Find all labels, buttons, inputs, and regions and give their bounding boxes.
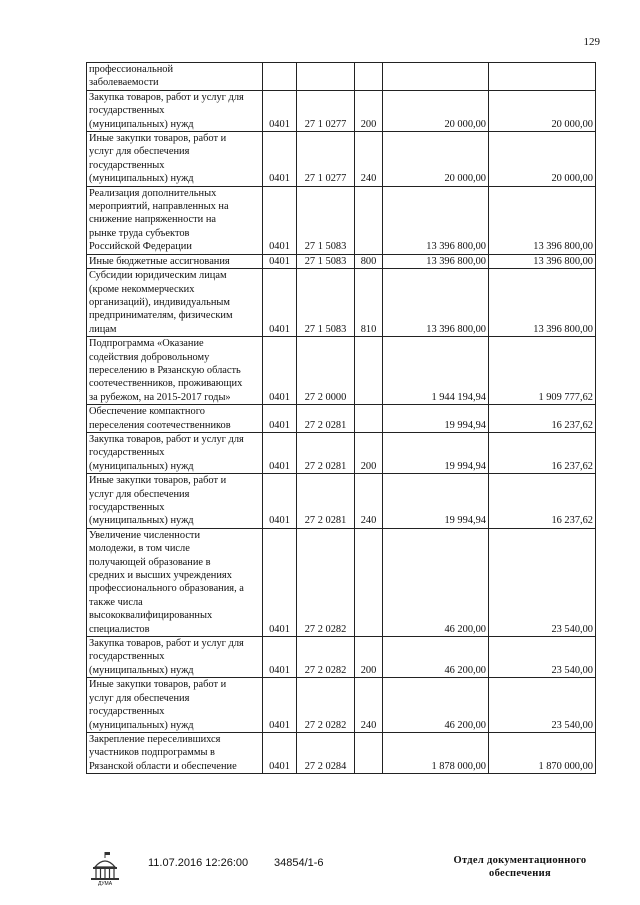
row-amount-1: 13 396 800,00 (383, 186, 489, 254)
row-target-code: 27 1 0277 (297, 90, 355, 131)
row-expense-kind (355, 405, 383, 433)
row-amount-1: 19 994,94 (383, 432, 489, 473)
row-expense-kind: 200 (355, 90, 383, 131)
row-section-code: 0401 (263, 474, 297, 529)
row-section-code: 0401 (263, 337, 297, 405)
row-section-code: 0401 (263, 637, 297, 678)
row-section-code: 0401 (263, 732, 297, 773)
table-row (87, 186, 596, 254)
table-row (87, 474, 596, 529)
table-row (87, 732, 596, 773)
row-target-code (297, 63, 355, 91)
row-amount-1: 13 396 800,00 (383, 269, 489, 337)
row-name: Закупка товаров, работ и услуг для государственных (муниципальных) нужд (87, 90, 263, 131)
logo-caption: ДУМА (97, 881, 113, 887)
row-expense-kind: 200 (355, 432, 383, 473)
stamp-document-code: 34854/1-6 (274, 857, 324, 869)
table-row (87, 528, 596, 636)
row-amount-2: 16 237,62 (489, 474, 596, 529)
row-target-code: 27 1 0277 (297, 132, 355, 187)
row-amount-2 (489, 63, 596, 91)
row-amount-2: 16 237,62 (489, 405, 596, 433)
row-amount-1: 1 944 194,94 (383, 337, 489, 405)
row-amount-2: 23 540,00 (489, 678, 596, 733)
row-amount-2: 23 540,00 (489, 528, 596, 636)
row-section-code: 0401 (263, 432, 297, 473)
row-name: Увеличение численности молодежи, в том числе получающей образование в средних и высших учреждениях профессионального образования, а также числа высококвалифицированных специалистов (87, 528, 263, 636)
row-expense-kind: 810 (355, 269, 383, 337)
row-amount-2: 16 237,62 (489, 432, 596, 473)
table-row (87, 337, 596, 405)
row-amount-1: 13 396 800,00 (383, 254, 489, 268)
row-name: Закрепление переселившихся участников подпрограммы в Рязанской области и обеспечение (87, 732, 263, 773)
table-row (87, 254, 596, 268)
row-expense-kind (355, 63, 383, 91)
row-target-code: 27 2 0281 (297, 432, 355, 473)
row-expense-kind (355, 528, 383, 636)
row-amount-2: 20 000,00 (489, 132, 596, 187)
table-row (87, 90, 596, 131)
row-amount-2: 1 870 000,00 (489, 732, 596, 773)
row-section-code: 0401 (263, 678, 297, 733)
department-stamp: Отдел документационного обеспечения (453, 855, 587, 879)
row-amount-1: 46 200,00 (383, 528, 489, 636)
row-name: Субсидии юридическим лицам (кроме некоммерческих организаций), индивидуальным предпринимателям, физическим лицам (87, 269, 263, 337)
row-section-code: 0401 (263, 528, 297, 636)
row-amount-2: 23 540,00 (489, 637, 596, 678)
table-row (87, 132, 596, 187)
row-expense-kind: 240 (355, 678, 383, 733)
table-row (87, 269, 596, 337)
row-name: Закупка товаров, работ и услуг для государственных (муниципальных) нужд (87, 432, 263, 473)
row-section-code: 0401 (263, 90, 297, 131)
row-target-code: 27 2 0284 (297, 732, 355, 773)
row-target-code: 27 2 0000 (297, 337, 355, 405)
row-amount-1: 20 000,00 (383, 90, 489, 131)
row-amount-1: 46 200,00 (383, 637, 489, 678)
table-row (87, 637, 596, 678)
row-section-code (263, 63, 297, 91)
row-target-code: 27 1 5083 (297, 254, 355, 268)
row-expense-kind (355, 186, 383, 254)
row-expense-kind: 240 (355, 474, 383, 529)
row-name: профессиональной заболеваемости (87, 63, 263, 91)
row-section-code: 0401 (263, 254, 297, 268)
table-row (87, 405, 596, 433)
budget-table (86, 62, 596, 774)
row-target-code: 27 1 5083 (297, 186, 355, 254)
row-amount-2: 1 909 777,62 (489, 337, 596, 405)
row-amount-1 (383, 63, 489, 91)
row-expense-kind (355, 337, 383, 405)
stamp-date: 11.07.2016 12:26:00 (148, 857, 249, 869)
row-amount-1: 1 878 000,00 (383, 732, 489, 773)
row-name: Иные закупки товаров, работ и услуг для обеспечения государственных (муниципальных) нужд (87, 474, 263, 529)
page-number: 129 (583, 36, 600, 48)
row-name: Иные закупки товаров, работ и услуг для обеспечения государственных (муниципальных) нужд (87, 132, 263, 187)
row-target-code: 27 2 0282 (297, 678, 355, 733)
row-target-code: 27 2 0282 (297, 637, 355, 678)
row-section-code: 0401 (263, 269, 297, 337)
row-name: Закупка товаров, работ и услуг для государственных (муниципальных) нужд (87, 637, 263, 678)
row-amount-1: 19 994,94 (383, 405, 489, 433)
row-name: Обеспечение компактного переселения соотечественников (87, 405, 263, 433)
row-expense-kind: 240 (355, 132, 383, 187)
row-target-code: 27 2 0282 (297, 528, 355, 636)
row-name: Иные бюджетные ассигнования (87, 254, 263, 268)
row-name: Подпрограмма «Оказание содействия добровольному переселению в Рязанскую область соотечественников, проживающих за рубежом, на 2015-2017 годы» (87, 337, 263, 405)
row-expense-kind: 800 (355, 254, 383, 268)
row-amount-2: 13 396 800,00 (489, 186, 596, 254)
row-name: Реализация дополнительных мероприятий, направленных на снижение напряженности на рынке труда субъектов Российской Федерации (87, 186, 263, 254)
row-amount-2: 13 396 800,00 (489, 254, 596, 268)
row-name: Иные закупки товаров, работ и услуг для обеспечения государственных (муниципальных) нужд (87, 678, 263, 733)
row-target-code: 27 2 0281 (297, 474, 355, 529)
row-section-code: 0401 (263, 132, 297, 187)
row-amount-1: 19 994,94 (383, 474, 489, 529)
row-amount-1: 20 000,00 (383, 132, 489, 187)
table-row (87, 63, 596, 91)
row-expense-kind: 200 (355, 637, 383, 678)
page-footer (0, 851, 640, 891)
row-amount-1: 46 200,00 (383, 678, 489, 733)
table-row (87, 432, 596, 473)
row-expense-kind (355, 732, 383, 773)
row-target-code: 27 2 0281 (297, 405, 355, 433)
row-amount-2: 20 000,00 (489, 90, 596, 131)
row-section-code: 0401 (263, 186, 297, 254)
row-amount-2: 13 396 800,00 (489, 269, 596, 337)
row-target-code: 27 1 5083 (297, 269, 355, 337)
row-section-code: 0401 (263, 405, 297, 433)
table-row (87, 678, 596, 733)
